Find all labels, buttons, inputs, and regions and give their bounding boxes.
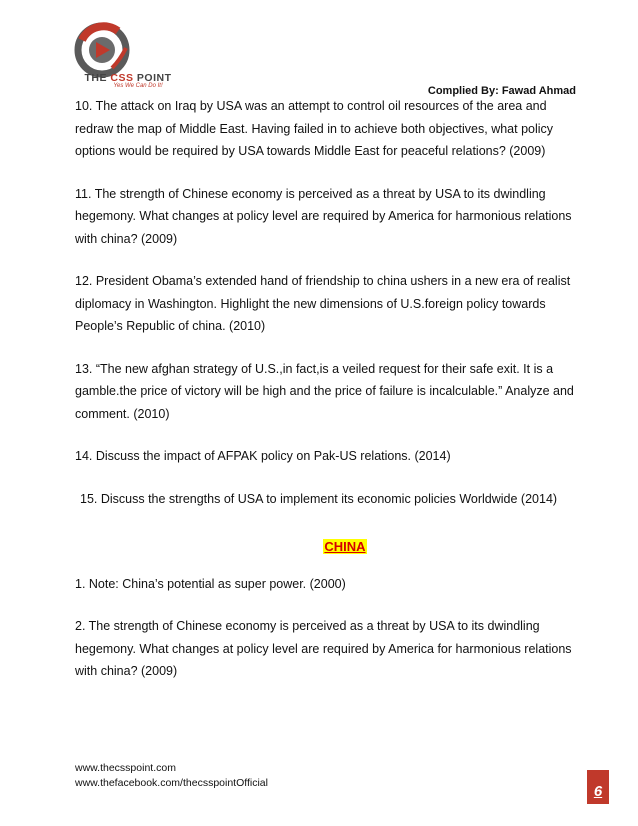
china-question-2: 2. The strength of Chinese economy is perceived as a threat by USA to its dwindling hegemony. What changes at policy level are required by America for harmonious relations with china? (2009) bbox=[75, 619, 572, 678]
footer bbox=[75, 761, 268, 791]
question-10: 10. The attack on Iraq by USA was an attempt to control oil resources of the area and redraw the map of Middle East. Having failed in to achieve both objectives, what policy options would be required by USA towards Middle East for peaceful relations? (2009) bbox=[75, 99, 554, 158]
question-11: 11. The strength of Chinese economy is perceived as a threat by USA to its dwindling hegemony. What changes at policy level are required by America for harmonious relations with china? (2009) bbox=[75, 186, 572, 246]
footer-website-link[interactable]: www.thecsspoint.com bbox=[75, 762, 176, 774]
question-14: 14. Discuss the impact of AFPAK policy on Pak-US relations. (2014) bbox=[75, 449, 451, 463]
logo-name-mid: CSS bbox=[110, 72, 134, 84]
logo-wordmark bbox=[78, 72, 178, 89]
page-number: 6 bbox=[587, 770, 609, 804]
logo-emblem-icon bbox=[72, 22, 182, 78]
question-12: 12. President Obama’s extended hand of friendship to china ushers in a new era of realist diplomacy in Washington. Highlight the new dimensions of U.S.foreign policy towards People’s Republic of china. (2010) bbox=[75, 274, 571, 333]
section-heading bbox=[115, 536, 575, 559]
document-body bbox=[75, 95, 575, 703]
logo-name-left: THE bbox=[84, 72, 107, 84]
footer-facebook-link[interactable]: www.thefacebook.com/thecsspointOfficial bbox=[75, 777, 268, 789]
china-question-1: 1. Note: China’s potential as super power. (2000) bbox=[75, 576, 346, 591]
question-13: 13. “The new afghan strategy of U.S.,in fact,is a veiled request for their safe exit. It is a gamble.the price of victory will be high and the price of failure is incalculable.” Analyze and comment. (2010) bbox=[75, 361, 574, 421]
logo-name-right: POINT bbox=[136, 72, 172, 84]
compiled-by: Complied By: Fawad Ahmad bbox=[427, 85, 576, 97]
section-title: CHINA bbox=[324, 539, 366, 554]
question-15: 15. Discuss the strengths of USA to implement its economic policies Worldwide (2014) bbox=[80, 491, 558, 506]
logo-tagline: Yes We Can Do It! bbox=[113, 83, 163, 89]
